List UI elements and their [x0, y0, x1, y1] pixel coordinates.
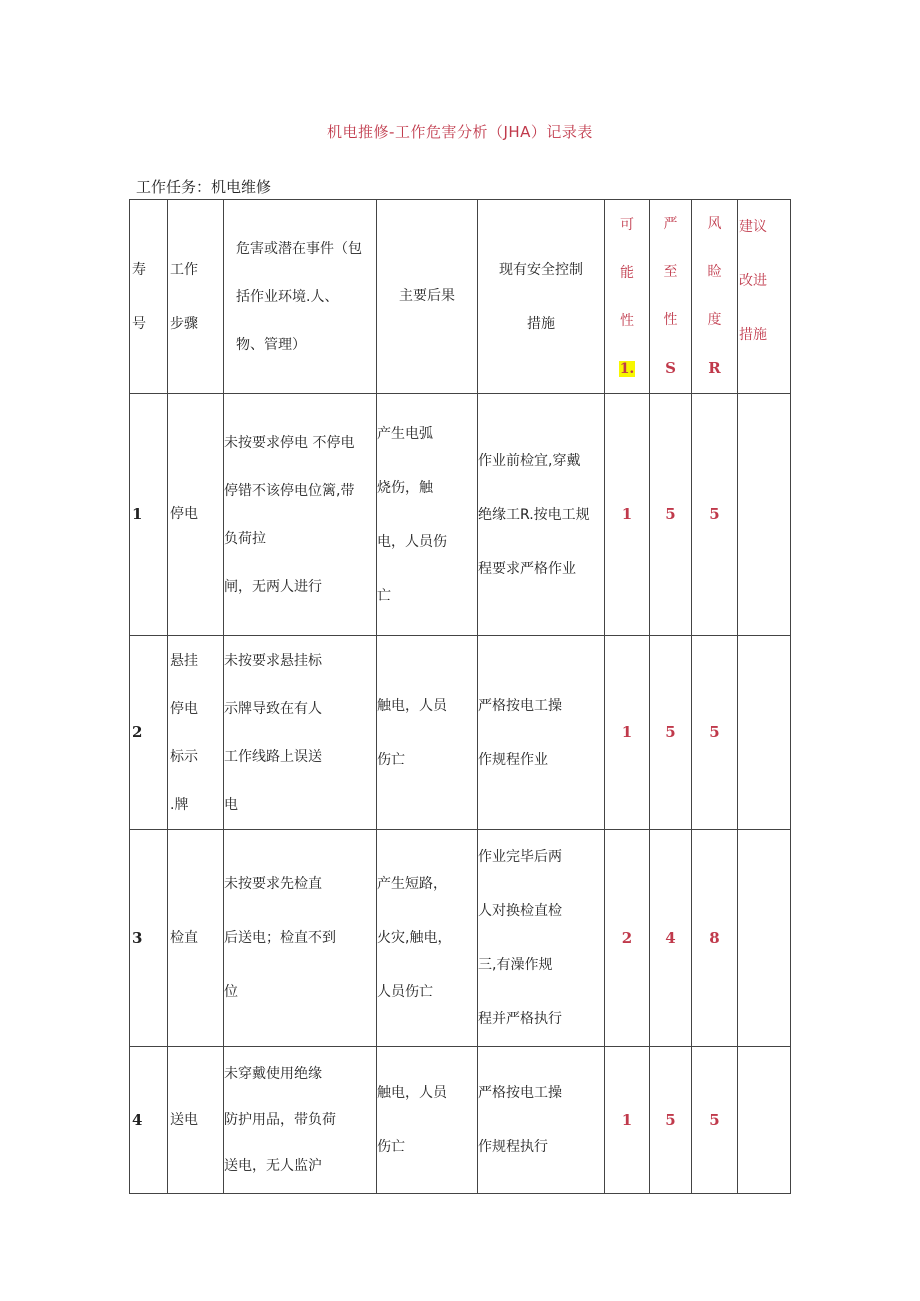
row-consequence	[377, 1047, 478, 1194]
row-consequence-text: 触电，人员 伤亡	[377, 697, 447, 768]
header-risk-text: 风 睑 度	[707, 216, 722, 328]
row-hazard-text: 未穿戴使用绝缘 防护用品，带负荷 送电，无人监沪	[224, 1066, 336, 1174]
row-controls-text: 严格按电工操 作规程作业	[478, 697, 562, 768]
row-no: 2	[130, 636, 168, 830]
header-severity	[650, 200, 692, 394]
row-likelihood: 1	[605, 636, 650, 830]
row-consequence-text: 产生电弧 烧伤，触 电，人员伤 亡	[377, 425, 447, 604]
work-task-label: 工作任务：机电维修	[136, 178, 272, 196]
row-risk: 5	[692, 636, 738, 830]
header-step	[168, 200, 224, 394]
header-controls-text: 现有安全控制 措施	[499, 261, 583, 332]
header-hazard	[224, 200, 377, 394]
row-controls-text: 作业完毕后两 人对换检直检 三,有澡作规 程并严格执行	[478, 849, 562, 1027]
row-risk: 8	[692, 830, 738, 1047]
header-severity-text: 严 至 性	[663, 216, 678, 328]
row-consequence-text: 产生短路， 火灾,触电， 人员伤亡	[377, 876, 452, 1000]
row-suggest	[738, 636, 791, 830]
table-row	[130, 1047, 791, 1194]
table-row	[130, 830, 791, 1047]
header-seq	[130, 200, 168, 394]
header-likelihood	[605, 200, 650, 394]
row-hazard-text: 未按要求先检直 后送电；检直不到 位	[224, 876, 336, 1000]
row-no: 3	[130, 830, 168, 1047]
row-hazard-text: 未按要求停电 不停电 停错不该停电位篱,带 负荷拉 闸，无两人进行	[224, 434, 355, 595]
header-step-text: 工作 步骤	[170, 261, 198, 332]
document-title: 机电推修-工作危害分析（JHA）记录表	[327, 123, 593, 141]
row-step: 停电	[168, 394, 224, 636]
header-risk	[692, 200, 738, 394]
row-controls-text: 严格按电工操 作规程执行	[478, 1085, 562, 1155]
row-consequence-text: 触电，人员 伤亡	[377, 1085, 447, 1155]
row-step-text: 悬挂 停电 标示 .牌	[170, 652, 198, 813]
row-step: 送电	[168, 1047, 224, 1194]
row-controls	[478, 394, 605, 636]
header-consequence-text: 主要后果	[399, 288, 455, 304]
table-row	[130, 394, 791, 636]
row-severity: 5	[650, 394, 692, 636]
table-header-row	[130, 200, 791, 394]
row-suggest	[738, 1047, 791, 1194]
row-suggest	[738, 394, 791, 636]
row-severity: 5	[650, 636, 692, 830]
row-suggest	[738, 830, 791, 1047]
header-hazard-text: 危害或潜在事件（包 括作业环境.人、 物、管理）	[236, 240, 362, 353]
row-no: 4	[130, 1047, 168, 1194]
row-consequence	[377, 636, 478, 830]
row-no: 1	[130, 394, 168, 636]
row-severity: 5	[650, 1047, 692, 1194]
row-risk: 5	[692, 1047, 738, 1194]
row-controls	[478, 1047, 605, 1194]
row-hazard	[224, 830, 377, 1047]
row-likelihood: 1	[605, 1047, 650, 1194]
header-consequence	[377, 200, 478, 394]
row-controls-text: 作业前检宜,穿戴 绝缘工R.按电工规 程要求严格作业	[478, 452, 590, 577]
row-hazard	[224, 394, 377, 636]
row-hazard-text: 未按要求悬挂标 示牌导致在有人 工作线路上误送 电	[224, 652, 322, 813]
row-consequence	[377, 394, 478, 636]
header-controls	[478, 200, 605, 394]
header-severity-letter: S	[665, 359, 676, 377]
header-suggest	[738, 200, 791, 394]
header-likelihood-text: 可 能 性	[620, 216, 634, 329]
header-likelihood-letter: 1.	[619, 360, 635, 377]
header-seq-text: 寿 号	[132, 261, 146, 332]
header-suggest-text: 建议 改进 措施	[739, 219, 767, 343]
row-likelihood: 2	[605, 830, 650, 1047]
table-row	[130, 636, 791, 830]
row-hazard	[224, 1047, 377, 1194]
row-hazard	[224, 636, 377, 830]
row-likelihood: 1	[605, 394, 650, 636]
row-controls	[478, 636, 605, 830]
row-consequence	[377, 830, 478, 1047]
row-step	[168, 636, 224, 830]
row-severity: 4	[650, 830, 692, 1047]
header-risk-letter: R	[708, 359, 721, 377]
row-risk: 5	[692, 394, 738, 636]
jha-table	[129, 199, 791, 1194]
row-controls	[478, 830, 605, 1047]
row-step: 检直	[168, 830, 224, 1047]
